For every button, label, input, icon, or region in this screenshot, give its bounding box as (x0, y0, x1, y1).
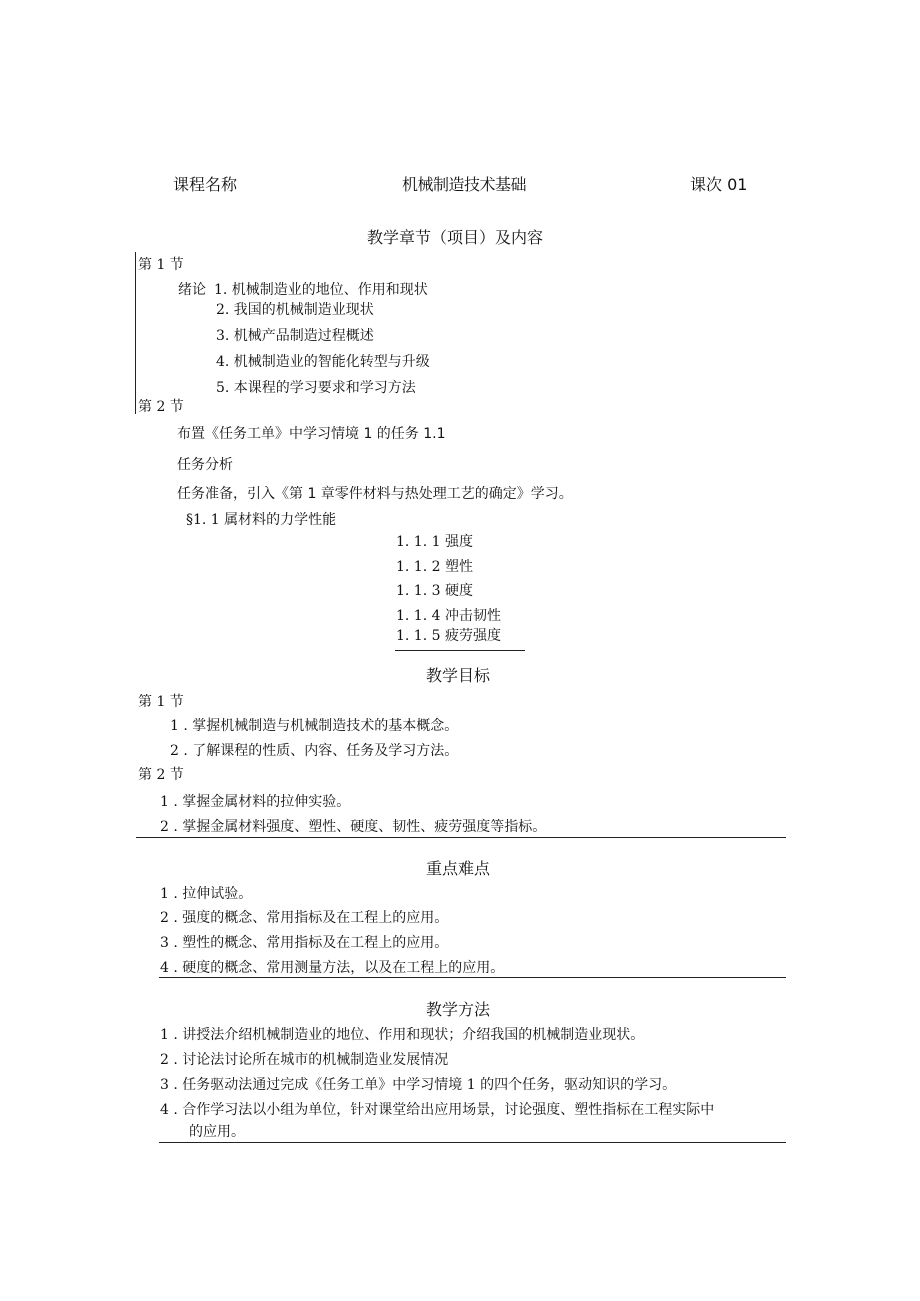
subitem-plasticity: 1. 1. 2 塑性 (396, 559, 473, 575)
method-3: 3 . 任务驱动法通过完成《任务工单》中学习情境 1 的四个任务，驱动知识的学习。 (160, 1077, 677, 1093)
intro-item-3: 3. 机械产品制造过程概述 (216, 328, 374, 344)
lesson-number: 课次 01 (690, 175, 748, 194)
objective-1-1: 1 . 掌握机械制造与机械制造技术的基本概念。 (170, 718, 459, 734)
intro-item-5: 5. 本课程的学习要求和学习方法 (216, 380, 416, 396)
subitem-fatigue-strength: 1. 1. 5 疲劳强度 (396, 628, 501, 644)
intro-item-1: 1. 机械制造业的地位、作用和现状 (214, 282, 428, 298)
task-line: 布置《任务工单》中学习情境 1 的任务 1.1 (177, 426, 446, 442)
key-points-title: 重点难点 (426, 859, 491, 878)
objective-1-2: 2 . 了解课程的性质、内容、任务及学习方法。 (170, 743, 459, 759)
objective-2-2: 2 . 掌握金属材料强度、塑性、硬度、韧性、疲劳强度等指标。 (160, 819, 547, 835)
intro-prefix: 绪论 (178, 282, 206, 298)
key-point-4: 4 . 硬度的概念、常用测量方法，以及在工程上的应用。 (160, 960, 505, 976)
subitem-strength: 1. 1. 1 强度 (396, 534, 473, 550)
method-4-continuation: 的应用。 (189, 1124, 245, 1140)
task-analysis: 任务分析 (177, 457, 233, 473)
subsection-title: §1. 1 属材料的力学性能 (186, 512, 337, 528)
course-name-value: 机械制造技术基础 (402, 175, 527, 194)
methods-divider (159, 1142, 786, 1143)
subitem-impact-toughness: 1. 1. 4 冲击韧性 (396, 608, 501, 624)
intro-item-2: 2. 我国的机械制造业现状 (216, 302, 374, 318)
section-2-label: 第 2 节 (138, 399, 184, 415)
course-name-label: 课程名称 (173, 175, 238, 194)
objectives-section-2-label: 第 2 节 (138, 767, 184, 783)
key-points-divider (159, 977, 786, 978)
objectives-title: 教学目标 (426, 666, 491, 685)
task-prep-line: 任务准备，引入《第 1 章零件材料与热处理工艺的确定》学习。 (177, 486, 573, 502)
objective-2-1: 1 . 掌握金属材料的拉伸实验。 (160, 794, 351, 810)
key-point-1: 1 . 拉伸试验。 (160, 886, 253, 902)
left-margin-rule (135, 252, 136, 414)
objectives-divider (136, 837, 786, 838)
content-section-title: 教学章节（项目）及内容 (367, 228, 544, 247)
section-1-label: 第 1 节 (138, 257, 184, 273)
methods-title: 教学方法 (426, 1000, 491, 1019)
key-point-2: 2 . 强度的概念、常用指标及在工程上的应用。 (160, 910, 449, 926)
method-1: 1 . 讲授法介绍机械制造业的地位、作用和现状；介绍我国的机械制造业现状。 (160, 1027, 645, 1043)
intro-item-4: 4. 机械制造业的智能化转型与升级 (216, 354, 430, 370)
subitem-hardness: 1. 1. 3 硬度 (396, 583, 473, 599)
method-4: 4 . 合作学习法以小组为单位，针对课堂给出应用场景，讨论强度、塑性指标在工程实际中 (160, 1102, 715, 1118)
objectives-section-1-label: 第 1 节 (138, 694, 184, 710)
subitems-underline (395, 650, 525, 651)
method-2: 2 . 讨论法讨论所在城市的机械制造业发展情况 (160, 1052, 449, 1068)
key-point-3: 3 . 塑性的概念、常用指标及在工程上的应用。 (160, 935, 449, 951)
